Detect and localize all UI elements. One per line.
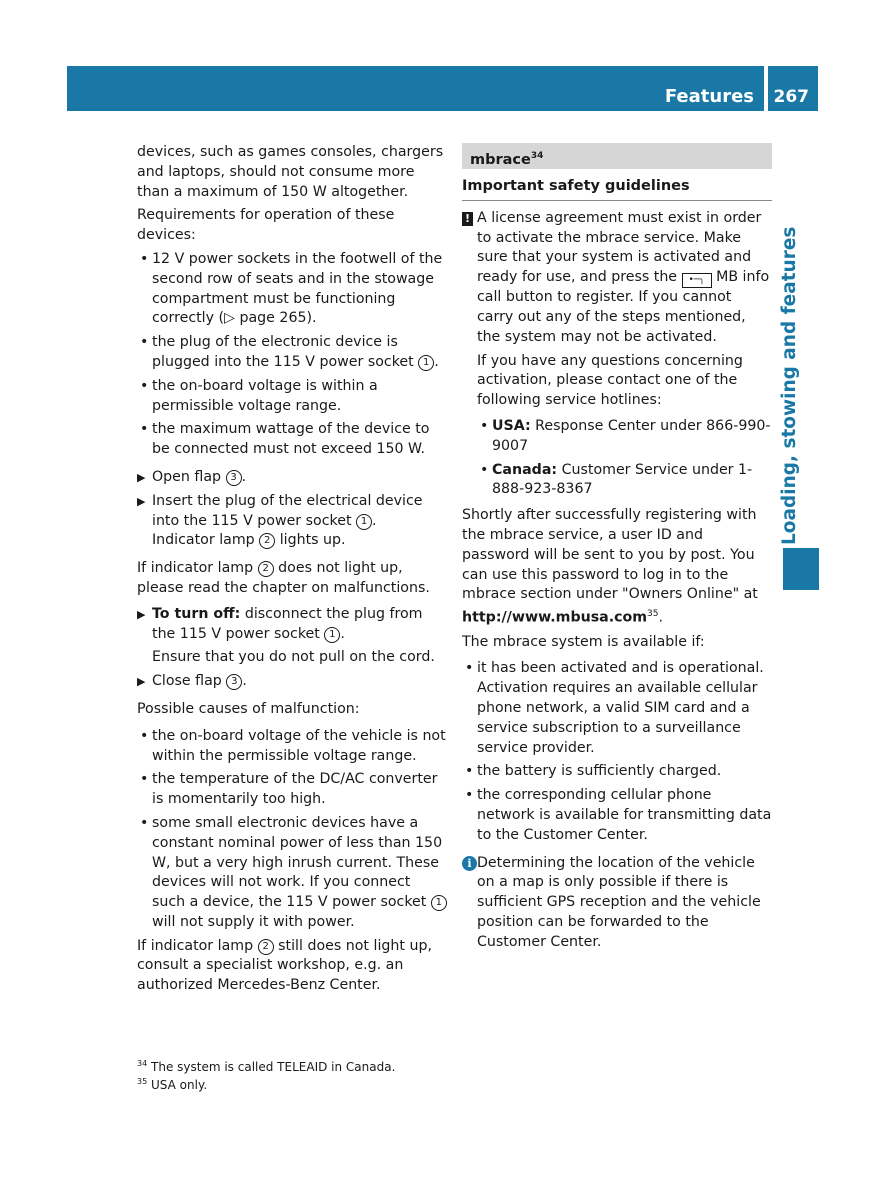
- step: ▶ Close flap 3 .: [137, 672, 447, 692]
- right-column: [462, 143, 772, 957]
- page-number-box: [768, 66, 818, 111]
- info-note: i Determining the location of the vehicle on a map is only possible if there is sufficient GPS reception and the vehicle position can be forwarded to the Customer Center.: [462, 854, 772, 953]
- list-item: • the on-board voltage of the vehicle is not within the permissible voltage range.: [137, 727, 447, 767]
- step: ▶ To turn off: disconnect the plug from the 115 V power socket 1 .: [137, 605, 423, 642]
- info-icon: i: [462, 856, 477, 871]
- arrow-icon: ▶: [137, 494, 146, 508]
- callout-2-icon: 2: [258, 561, 274, 577]
- paragraph: The mbrace system is available if:: [462, 633, 705, 650]
- callout-1-icon: 1: [431, 895, 447, 911]
- list-item: • some small electronic devices have a constant nominal power of less than 150 W, but a very high inrush current. These devices will not work. If you connect such a device, the 115 V power socket 1 will not supply it with power.: [137, 814, 447, 933]
- left-column: [137, 143, 447, 1000]
- chapter-tab-marker: [783, 548, 819, 590]
- callout-1-icon: 1: [418, 355, 434, 371]
- paragraph: Shortly after successfully registering with the mbrace service, a user ID and password will be sent to you by post. You can use this password to log in to the mbrace section under "Owners Online" at http://www.mbusa.com$^{35}$.: [462, 507, 758, 626]
- warning-icon: !: [462, 212, 473, 226]
- callout-1-icon: 1: [356, 514, 372, 530]
- list-item: • it has been activated and is operational. Activation requires an available cellular phone network, a valid SIM card and a service subscription to a surveillance service provider.: [462, 659, 772, 758]
- arrow-icon: ▶: [137, 470, 146, 484]
- callout-2-icon: 2: [259, 533, 275, 549]
- list-item: • the temperature of the DC/AC converter is momentarily too high.: [137, 770, 447, 810]
- list-item: • 12 V power sockets in the footwell of the second row of seats and in the stowage compartment must be functioning correctly (▷ page 265).: [137, 250, 447, 329]
- footnote: $^{35}$ USA only.: [137, 1077, 208, 1092]
- list-item: • the battery is sufficiently charged.: [462, 762, 772, 782]
- paragraph: devices, such as games consoles, chargers and laptops, should not consume more than a maximum of 150 W altogether.: [137, 144, 444, 200]
- hotline-canada: • Canada: Customer Service under 1-888-923-8367: [477, 461, 772, 501]
- step-result: Indicator lamp 2 lights up.: [152, 532, 346, 549]
- list-item: • the on-board voltage is within a permissible voltage range.: [137, 377, 447, 417]
- warning-note: ! A license agreement must exist in order to activate the mbrace service. Make sure that your system is activated and ready for use, and press the •─╮ MB info call button to register. If you cannot carry out any of the steps mentioned, the system may not be activated.: [462, 209, 772, 348]
- step: ▶ Open flap 3 .: [137, 468, 447, 488]
- paragraph: Possible causes of malfunction:: [137, 700, 360, 717]
- list-item: • the corresponding cellular phone network is available for transmitting data to the Customer Center.: [462, 786, 772, 845]
- chapter-title: Loading, stowing and features: [779, 226, 800, 545]
- callout-2-icon: 2: [258, 939, 274, 955]
- section-heading: mbrace$^{34}$: [462, 143, 772, 169]
- footnote: $^{34}$ The system is called TELEAID in Canada.: [137, 1059, 396, 1074]
- paragraph: If you have any questions concerning activation, please contact one of the following service hotlines:: [477, 352, 743, 409]
- subheading: Important safety guidelines: [462, 177, 772, 201]
- arrow-icon: ▶: [137, 675, 146, 689]
- section-title: Features: [664, 86, 754, 107]
- list-item: • the plug of the electronic device is plugged into the 115 V power socket 1 .: [137, 333, 447, 373]
- callout-1-icon: 1: [324, 627, 340, 643]
- step: ▶ Insert the plug of the electrical device into the 115 V power socket 1 .: [137, 492, 423, 529]
- paragraph: If indicator lamp 2 does not light up, please read the chapter on malfunctions.: [137, 560, 430, 596]
- page-number: 267: [773, 87, 809, 107]
- paragraph: Requirements for operation of these devices:: [137, 207, 395, 244]
- list-item: • the maximum wattage of the device to be connected must not exceed 150 W.: [137, 420, 447, 460]
- hotline-usa: • USA: Response Center under 866-990-9007: [477, 417, 772, 457]
- page-header: [67, 66, 764, 111]
- chapter-tab: [779, 120, 819, 545]
- callout-3-icon: 3: [226, 470, 242, 486]
- step-note: Ensure that you do not pull on the cord.: [152, 649, 435, 666]
- info-call-button-icon: •─╮: [682, 273, 712, 288]
- mbusa-link[interactable]: http://www.mbusa.com: [462, 609, 648, 626]
- callout-3-icon: 3: [226, 674, 242, 690]
- paragraph: If indicator lamp 2 still does not light up, consult a specialist workshop, e.g. an authorized Mercedes-Benz Center.: [137, 937, 432, 994]
- arrow-icon: ▶: [137, 607, 146, 621]
